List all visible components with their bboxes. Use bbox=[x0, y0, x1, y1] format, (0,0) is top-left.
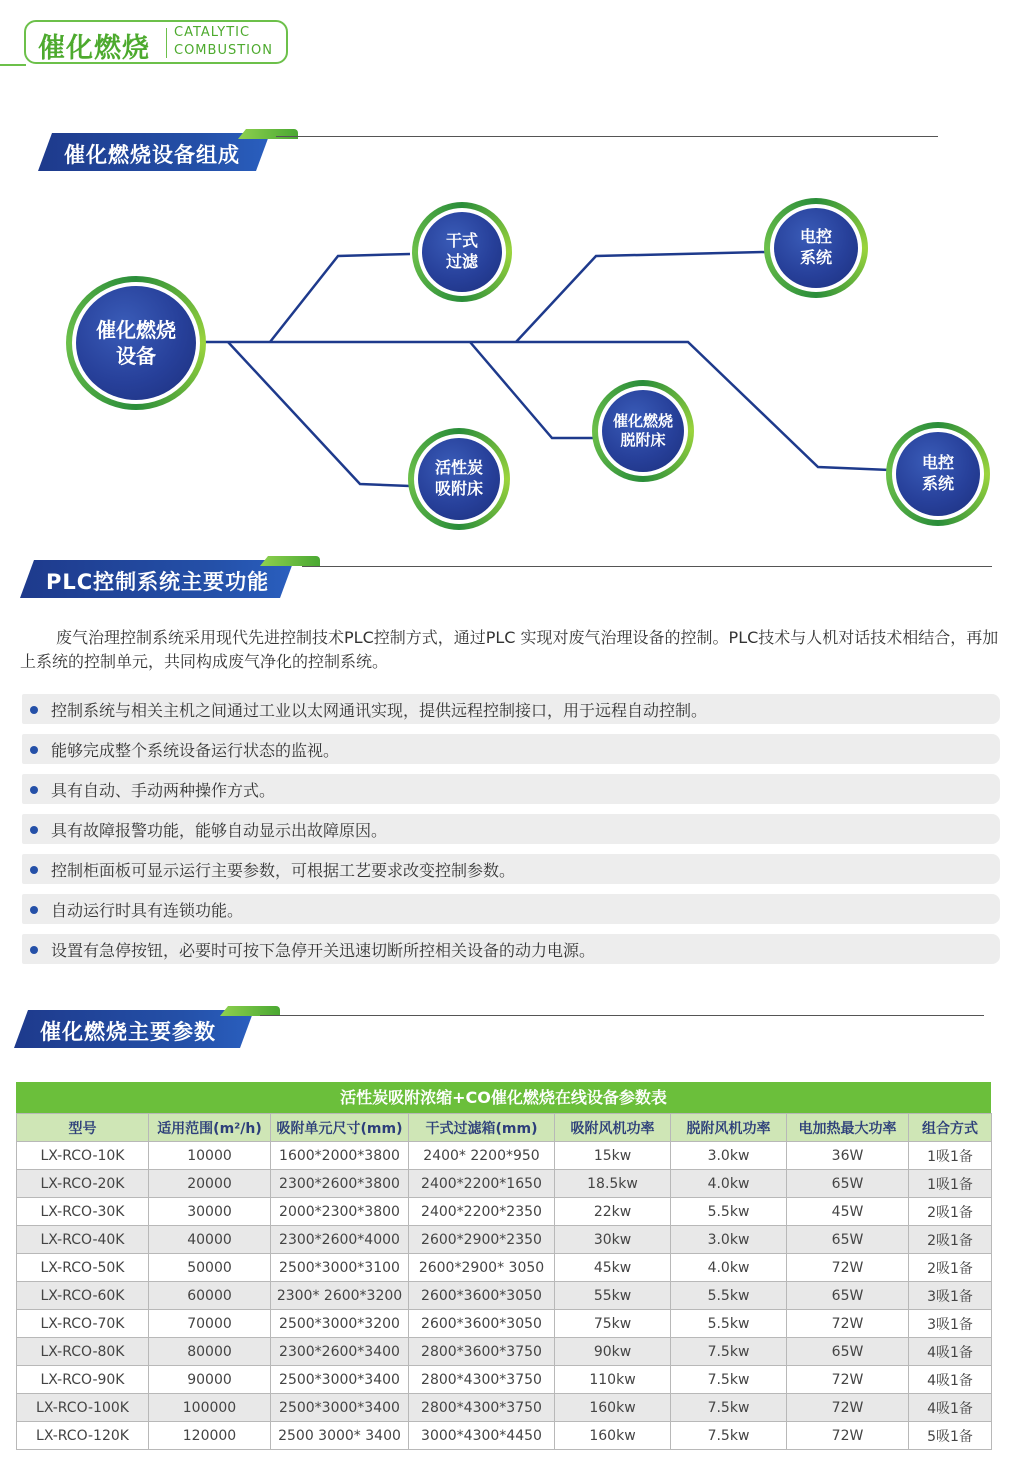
table-cell: LX-RCO-30K bbox=[17, 1198, 149, 1226]
table-cell: 3000*4300*4450 bbox=[409, 1422, 555, 1450]
node-label-line1: 催化燃烧 bbox=[612, 411, 673, 430]
list-item: 自动运行时具有连锁功能。 bbox=[22, 894, 1000, 924]
connector-desorption-bed bbox=[470, 342, 594, 438]
table-cell: 5.5kw bbox=[671, 1198, 787, 1226]
bullet-icon bbox=[30, 786, 38, 794]
table-cell: 30000 bbox=[149, 1198, 271, 1226]
badge-subtitle-line1: CATALYTIC bbox=[174, 25, 251, 40]
node-activated-carbon-bed bbox=[408, 428, 510, 530]
table-cell: 3.0kw bbox=[671, 1142, 787, 1170]
table-cell: 2400*2200*1650 bbox=[409, 1170, 555, 1198]
table-cell: 160kw bbox=[555, 1394, 671, 1422]
table-cell: 2600*2900* 3050 bbox=[409, 1254, 555, 1282]
table-cell: 4吸1备 bbox=[909, 1366, 992, 1394]
table-row bbox=[17, 1254, 992, 1282]
table-cell: 65W bbox=[787, 1338, 909, 1366]
table-cell: 45kw bbox=[555, 1254, 671, 1282]
table-cell: 4吸1备 bbox=[909, 1394, 992, 1422]
plc-feature-list bbox=[22, 694, 1000, 974]
table-cell: LX-RCO-100K bbox=[17, 1394, 149, 1422]
badge-title: 催化燃烧 bbox=[38, 33, 150, 64]
section-heading-accent bbox=[238, 129, 298, 139]
node-label-line1: 活性炭 bbox=[434, 458, 483, 478]
column-header: 组合方式 bbox=[909, 1114, 992, 1142]
list-item: 控制柜面板可显示运行主要参数，可根据工艺要求改变控制参数。 bbox=[22, 854, 1000, 884]
parameter-table-grid bbox=[16, 1113, 992, 1450]
table-cell: 2300*2600*4000 bbox=[271, 1226, 409, 1254]
table-cell: 10000 bbox=[149, 1142, 271, 1170]
table-cell: 65W bbox=[787, 1170, 909, 1198]
table-cell: 2500*3000*3200 bbox=[271, 1310, 409, 1338]
table-row bbox=[17, 1394, 992, 1422]
bullet-icon bbox=[30, 706, 38, 714]
node-label-line1: 电控 bbox=[921, 453, 954, 473]
node-label-line2: 吸附床 bbox=[434, 479, 483, 498]
table-cell: 1吸1备 bbox=[909, 1142, 992, 1170]
table-cell: 3吸1备 bbox=[909, 1310, 992, 1338]
table-cell: 100000 bbox=[149, 1394, 271, 1422]
badge-subtitle-line2: COMBUSTION bbox=[174, 43, 273, 58]
table-cell: 75kw bbox=[555, 1310, 671, 1338]
node-label-line2: 过滤 bbox=[445, 252, 478, 271]
table-cell: LX-RCO-50K bbox=[17, 1254, 149, 1282]
table-cell: 2600*3600*3050 bbox=[409, 1282, 555, 1310]
table-cell: 3吸1备 bbox=[909, 1282, 992, 1310]
section-divider-line bbox=[276, 136, 938, 137]
table-cell: 2300*2600*3400 bbox=[271, 1338, 409, 1366]
table-cell: 36W bbox=[787, 1142, 909, 1170]
connector-dry-filter bbox=[270, 254, 410, 342]
column-header: 吸附风机功率 bbox=[555, 1114, 671, 1142]
table-cell: 4吸1备 bbox=[909, 1338, 992, 1366]
table-cell: 45W bbox=[787, 1198, 909, 1226]
table-cell: LX-RCO-40K bbox=[17, 1226, 149, 1254]
table-cell: 72W bbox=[787, 1394, 909, 1422]
plc-description: 废气治理控制系统采用现代先进控制技术PLC控制方式，通过PLC 实现对废气治理设备的控制。PLC技术与人机对话技术相结合，再加上系统的控制单元，共同构成废气净化的控制系统。 bbox=[20, 628, 999, 671]
table-title: 活性炭吸附浓缩+CO催化燃烧在线设备参数表 bbox=[16, 1082, 991, 1113]
table-cell: 2吸1备 bbox=[909, 1254, 992, 1282]
node-label-line1: 干式 bbox=[445, 231, 478, 251]
table-cell: 90000 bbox=[149, 1366, 271, 1394]
table-cell: LX-RCO-120K bbox=[17, 1422, 149, 1450]
table-row bbox=[17, 1366, 992, 1394]
bullet-icon bbox=[30, 826, 38, 834]
connector-control-top bbox=[516, 252, 765, 342]
table-cell: 65W bbox=[787, 1226, 909, 1254]
table-row bbox=[17, 1198, 992, 1226]
table-cell: 55kw bbox=[555, 1282, 671, 1310]
table-row bbox=[17, 1170, 992, 1198]
section-heading-plc bbox=[20, 560, 992, 598]
table-cell: 2800*3600*3750 bbox=[409, 1338, 555, 1366]
table-cell: 2400*2200*2350 bbox=[409, 1198, 555, 1226]
list-item: 具有自动、手动两种操作方式。 bbox=[22, 774, 1000, 804]
table-cell: 2500*3000*3400 bbox=[271, 1366, 409, 1394]
table-cell: 90kw bbox=[555, 1338, 671, 1366]
table-cell: 1600*2000*3800 bbox=[271, 1142, 409, 1170]
table-cell: 110kw bbox=[555, 1366, 671, 1394]
table-cell: 2500*3000*3100 bbox=[271, 1254, 409, 1282]
table-cell: 22kw bbox=[555, 1198, 671, 1226]
node-label-line2: 系统 bbox=[921, 474, 954, 493]
table-row bbox=[17, 1226, 992, 1254]
column-header: 型号 bbox=[17, 1114, 149, 1142]
table-row bbox=[17, 1142, 992, 1170]
table-cell: 2600*3600*3050 bbox=[409, 1310, 555, 1338]
table-header-row bbox=[17, 1114, 992, 1142]
table-cell: 2吸1备 bbox=[909, 1226, 992, 1254]
node-catalytic-combustion-equipment bbox=[66, 276, 206, 410]
table-row bbox=[17, 1422, 992, 1450]
table-cell: 72W bbox=[787, 1366, 909, 1394]
section-heading-composition bbox=[38, 133, 938, 171]
node-dry-filter bbox=[412, 202, 512, 302]
column-header: 脱附风机功率 bbox=[671, 1114, 787, 1142]
bullet-icon bbox=[30, 906, 38, 914]
bullet-icon bbox=[30, 946, 38, 954]
section-title: 催化燃烧设备组成 bbox=[64, 143, 240, 167]
badge-underline bbox=[0, 64, 26, 66]
table-cell: 5.5kw bbox=[671, 1310, 787, 1338]
node-electric-control-top bbox=[764, 198, 868, 298]
table-cell: 72W bbox=[787, 1310, 909, 1338]
node-label-line2: 脱附床 bbox=[620, 431, 666, 449]
node-label-line1: 电控 bbox=[799, 227, 832, 247]
connector-main-trunk bbox=[200, 342, 890, 470]
table-cell: LX-RCO-80K bbox=[17, 1338, 149, 1366]
table-cell: 160kw bbox=[555, 1422, 671, 1450]
table-cell: LX-RCO-60K bbox=[17, 1282, 149, 1310]
table-cell: 2500*3000*3400 bbox=[271, 1394, 409, 1422]
column-header: 干式过滤箱(mm) bbox=[409, 1114, 555, 1142]
connector-carbon-bed bbox=[228, 342, 410, 486]
table-cell: 7.5kw bbox=[671, 1394, 787, 1422]
node-desorption-bed bbox=[592, 380, 694, 482]
column-header: 电加热最大功率 bbox=[787, 1114, 909, 1142]
section-title: PLC控制系统主要功能 bbox=[46, 570, 270, 594]
list-item: 设置有急停按钮，必要时可按下急停开关迅速切断所控相关设备的动力电源。 bbox=[22, 934, 1000, 964]
table-cell: 65W bbox=[787, 1282, 909, 1310]
table-cell: 80000 bbox=[149, 1338, 271, 1366]
table-cell: 2400* 2200*950 bbox=[409, 1142, 555, 1170]
table-cell: LX-RCO-70K bbox=[17, 1310, 149, 1338]
badge-divider bbox=[166, 28, 167, 58]
list-item: 控制系统与相关主机之间通过工业以太网通讯实现，提供远程控制接口，用于远程自动控制。 bbox=[22, 694, 1000, 724]
table-cell: 50000 bbox=[149, 1254, 271, 1282]
table-row bbox=[17, 1282, 992, 1310]
table-cell: LX-RCO-20K bbox=[17, 1170, 149, 1198]
node-electric-control-right bbox=[886, 422, 990, 526]
section-divider-line bbox=[302, 566, 992, 567]
table-cell: 30kw bbox=[555, 1226, 671, 1254]
column-header: 适用范围(m²/h) bbox=[149, 1114, 271, 1142]
bullet-icon bbox=[30, 746, 38, 754]
table-cell: 2000*2300*3800 bbox=[271, 1198, 409, 1226]
table-cell: 120000 bbox=[149, 1422, 271, 1450]
bullet-icon bbox=[30, 866, 38, 874]
table-cell: 2吸1备 bbox=[909, 1198, 992, 1226]
table-cell: 5.5kw bbox=[671, 1282, 787, 1310]
table-cell: 2600*2900*2350 bbox=[409, 1226, 555, 1254]
section-title: 催化燃烧主要参数 bbox=[40, 1020, 216, 1044]
node-label-line2: 设备 bbox=[116, 344, 156, 368]
column-header: 吸附单元尺寸(mm) bbox=[271, 1114, 409, 1142]
table-cell: 60000 bbox=[149, 1282, 271, 1310]
table-cell: 7.5kw bbox=[671, 1422, 787, 1450]
table-cell: LX-RCO-10K bbox=[17, 1142, 149, 1170]
section-heading-accent bbox=[260, 556, 320, 566]
table-cell: 40000 bbox=[149, 1226, 271, 1254]
node-label-line1: 催化燃烧 bbox=[96, 318, 176, 342]
table-cell: 3.0kw bbox=[671, 1226, 787, 1254]
table-cell: 2300*2600*3800 bbox=[271, 1170, 409, 1198]
node-label-line2: 系统 bbox=[799, 248, 832, 267]
list-item: 具有故障报警功能，能够自动显示出故障原因。 bbox=[22, 814, 1000, 844]
table-cell: 2500 3000* 3400 bbox=[271, 1422, 409, 1450]
table-cell: 18.5kw bbox=[555, 1170, 671, 1198]
table-cell: 5吸1备 bbox=[909, 1422, 992, 1450]
table-cell: LX-RCO-90K bbox=[17, 1366, 149, 1394]
table-cell: 15kw bbox=[555, 1142, 671, 1170]
table-cell: 7.5kw bbox=[671, 1366, 787, 1394]
table-cell: 2300* 2600*3200 bbox=[271, 1282, 409, 1310]
table-cell: 1吸1备 bbox=[909, 1170, 992, 1198]
table-row bbox=[17, 1338, 992, 1366]
table-cell: 72W bbox=[787, 1254, 909, 1282]
list-item: 能够完成整个系统设备运行状态的监视。 bbox=[22, 734, 1000, 764]
catalytic-combustion-badge bbox=[24, 20, 288, 64]
table-cell: 20000 bbox=[149, 1170, 271, 1198]
section-heading-parameters bbox=[14, 1010, 984, 1048]
table-cell: 2800*4300*3750 bbox=[409, 1394, 555, 1422]
table-cell: 70000 bbox=[149, 1310, 271, 1338]
table-cell: 2800*4300*3750 bbox=[409, 1366, 555, 1394]
parameter-table bbox=[16, 1082, 991, 1450]
table-row bbox=[17, 1310, 992, 1338]
table-cell: 72W bbox=[787, 1422, 909, 1450]
table-cell: 4.0kw bbox=[671, 1170, 787, 1198]
section-divider-line bbox=[260, 1015, 984, 1016]
table-cell: 4.0kw bbox=[671, 1254, 787, 1282]
table-cell: 7.5kw bbox=[671, 1338, 787, 1366]
